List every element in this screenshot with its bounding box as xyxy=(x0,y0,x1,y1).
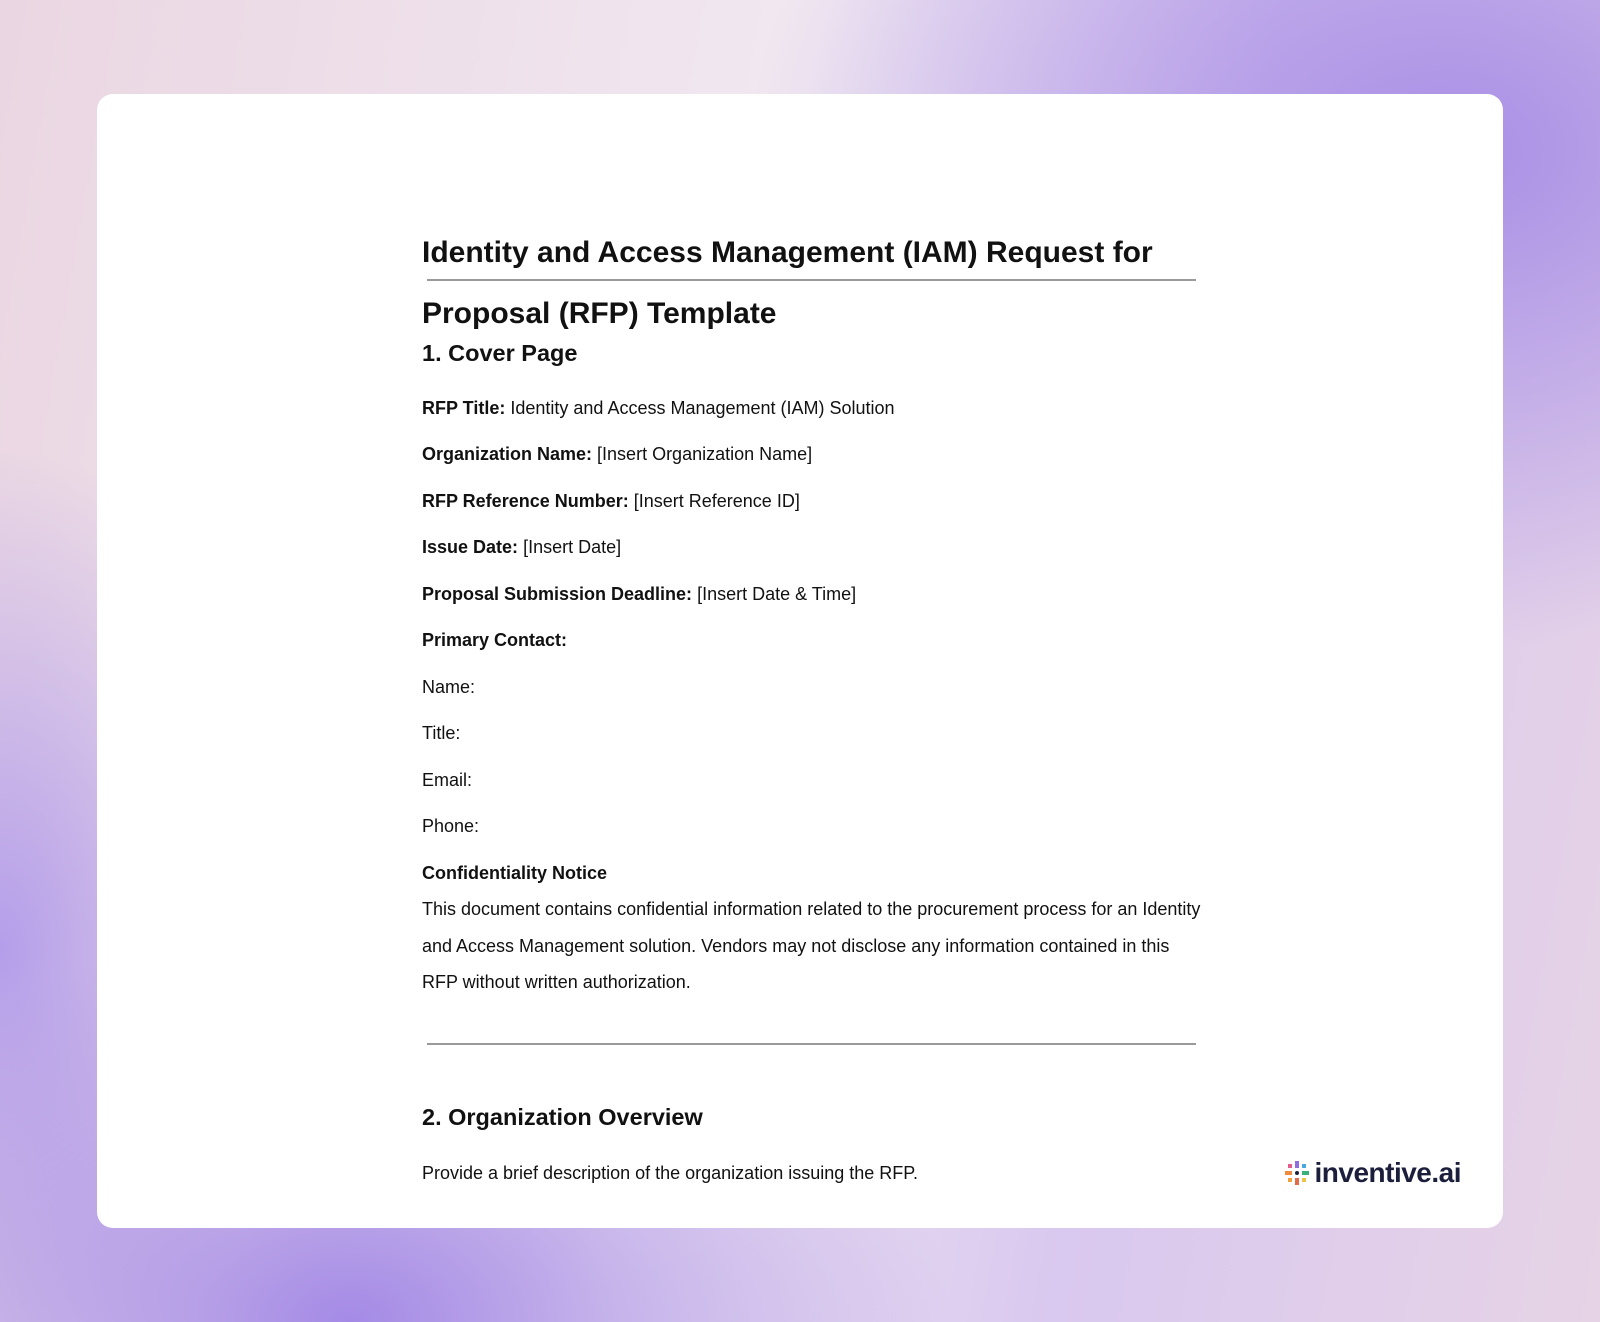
confidentiality-heading: Confidentiality Notice xyxy=(422,863,608,883)
field-label: RFP Reference Number: xyxy=(422,491,629,511)
divider xyxy=(427,1043,1196,1045)
field-label: Organization Name: xyxy=(422,444,593,464)
field-value: [Insert Reference ID] xyxy=(633,491,800,511)
field-label: Issue Date: xyxy=(422,537,519,557)
document-card xyxy=(97,94,1503,1228)
inventive-logo xyxy=(1284,1157,1461,1189)
logo-text: inventive.ai xyxy=(1314,1157,1461,1188)
document-title: Identity and Access Management (IAM) Request for Proposal (RFP) Template xyxy=(422,236,1153,330)
field-rfp-title xyxy=(422,398,895,419)
field-label: Primary Contact: xyxy=(422,630,568,650)
field-primary-contact xyxy=(422,630,567,651)
field-issue-date xyxy=(422,537,621,558)
field-value: [Insert Organization Name] xyxy=(597,444,813,464)
field-label: RFP Title: xyxy=(422,398,506,418)
field-organization-name xyxy=(422,444,812,465)
organization-overview-text: Provide a brief description of the organization issuing the RFP. xyxy=(422,1163,918,1183)
divider xyxy=(427,279,1196,281)
contact-name: Name: xyxy=(422,677,476,697)
field-value: [Insert Date & Time] xyxy=(697,584,857,604)
field-value: Identity and Access Management (IAM) Solution xyxy=(510,398,895,418)
field-submission-deadline xyxy=(422,584,856,605)
logo-mark-icon xyxy=(1284,1160,1310,1186)
field-value: [Insert Date] xyxy=(523,537,622,557)
contact-email: Email: xyxy=(422,770,473,790)
confidentiality-text: This document contains confidential information related to the procurement process for an Identity and Access Management solution. Vendors may not disclose any information contained in this RFP without written authorization. xyxy=(422,899,1201,992)
field-label: Proposal Submission Deadline: xyxy=(422,584,693,604)
contact-phone: Phone: xyxy=(422,816,480,836)
field-reference-number xyxy=(422,491,800,512)
section-heading-cover-page: 1. Cover Page xyxy=(422,340,578,366)
contact-title: Title: xyxy=(422,723,461,743)
section-heading-organization-overview: 2. Organization Overview xyxy=(422,1104,703,1130)
